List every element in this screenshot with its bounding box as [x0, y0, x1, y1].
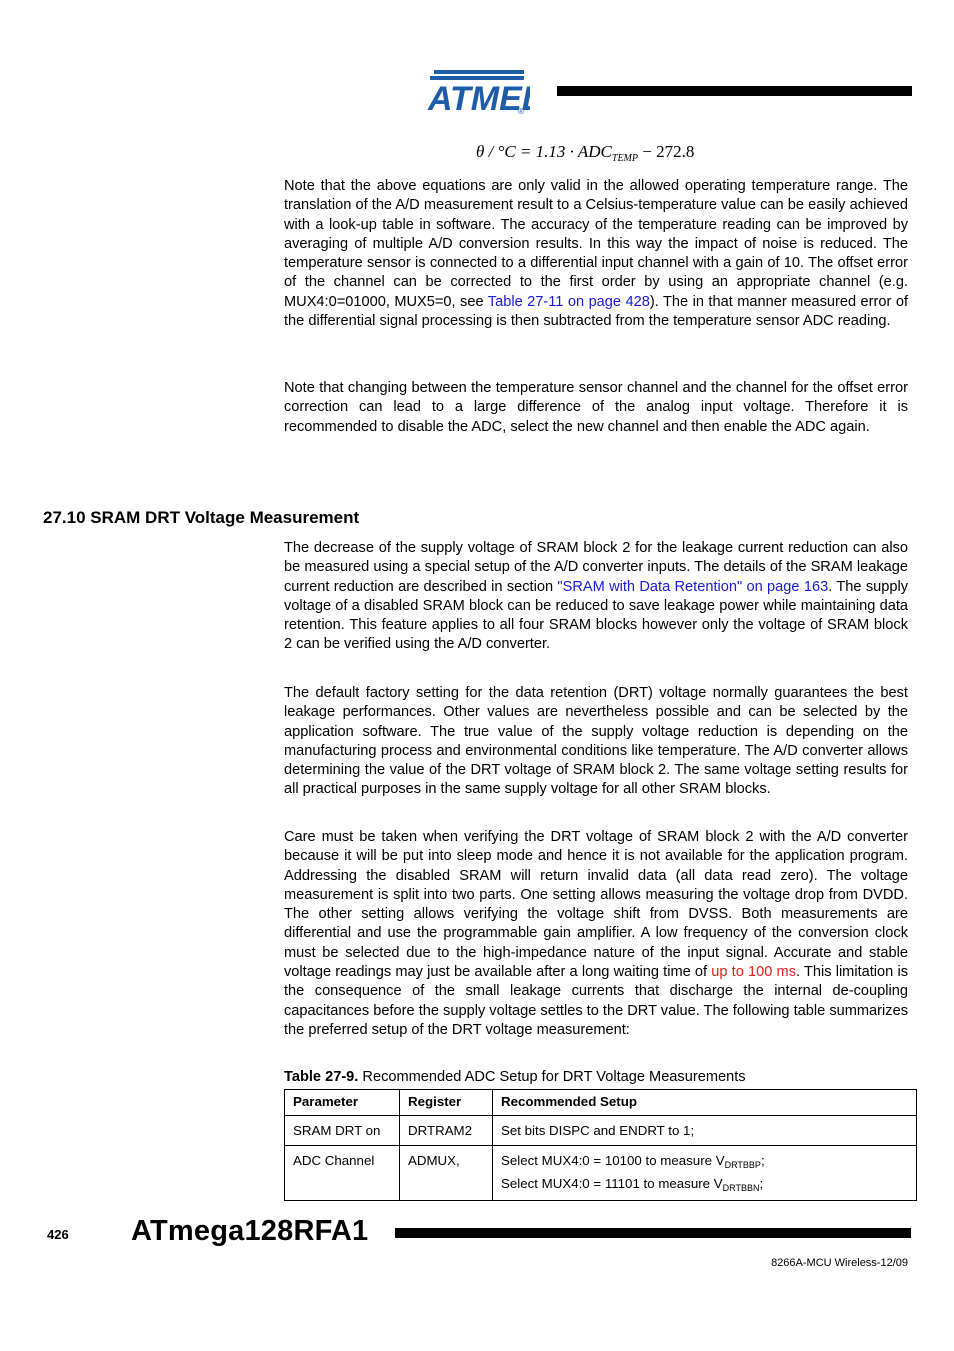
section-heading: 27.10 SRAM DRT Voltage Measurement — [43, 508, 360, 527]
intro-paragraph-1 — [284, 177, 908, 331]
temperature-equation — [476, 142, 694, 162]
wait-time-highlight: up to 100 ms — [711, 964, 796, 981]
page-number: 426 — [47, 1227, 69, 1242]
table-27-11-link[interactable]: Table 27-11 on page 428 — [487, 293, 650, 310]
table-caption — [284, 1069, 746, 1085]
section-p3-text: Care must be taken when verifying the DRT voltage of SRAM block 2 with the A/D converter because it will be put into sleep mode and hence it is not available for the application program. Addressing the disabled SRAM will return invalid data (all data read zero). The voltage measurement is split into two parts. One setting allows measuring the voltage drop from DVDD. The other setting allows verifying the voltage shift from DVSS. Both measurements are differential and use the programmable gain amplifier. A low frequency of the conversion clock must be selected due to the high-impedance nature of the input signal. Accurate and stable voltage readings may just be available after a long waiting time of — [284, 829, 908, 981]
section-paragraph-3 — [284, 828, 908, 1040]
header-rule — [557, 86, 912, 96]
header-parameter: Parameter — [285, 1090, 400, 1116]
equation-subscript: TEMP — [611, 153, 638, 164]
setup-line-1-end: ; — [760, 1153, 765, 1168]
table-row — [285, 1146, 917, 1201]
section-p1-text: The decrease of the supply voltage of SRAM block 2 for the leakage current reduction can also be measured using a special setup of the A/D converter inputs. The details of the SRAM leakage current reduction are described in section — [284, 540, 908, 595]
setup-line-2-subscript: DRTBBN — [722, 1183, 760, 1193]
footer-rule — [395, 1228, 911, 1238]
setup-line-2 — [501, 1173, 908, 1196]
section-p1-text-end: . The supply voltage of a disabled SRAM block can be reduced to save leakage power while maintaining data retention. This feature applies to all four SRAM blocks however only the voltage of SRAM block 2 can be verified using the A/D converter. — [284, 578, 909, 653]
logo-text: ATME — [428, 80, 522, 116]
intro-paragraph-2: Note that changing between the temperature sensor channel and the channel for the offset error correction can lead to a large difference of the analog input voltage. Therefore it is recommended to disable the ADC, select the new channel and then enable the ADC again. — [284, 380, 908, 435]
section-paragraph-1 — [284, 539, 908, 655]
table-header-row — [285, 1090, 917, 1116]
equation-rhs: − 272.8 — [638, 142, 695, 161]
table-caption-label: Table 27-9. — [284, 1069, 359, 1085]
document-code: 8266A-MCU Wireless-12/09 — [771, 1257, 908, 1269]
header-recommended-setup: Recommended Setup — [493, 1090, 917, 1116]
setup-line-2-text: Select MUX4:0 = 11101 to measure V — [501, 1176, 723, 1191]
cell-register: ADMUX, — [400, 1146, 493, 1201]
section-p3-text-end: . This limitation is the consequence of the small leakage currents that discharge the internal de-coupling capacitances before the supply voltage settles to the DRT value. The following table summarizes the preferred setup of the DRT voltage measurement: — [284, 964, 908, 1038]
cell-register: DRTRAM2 — [400, 1116, 493, 1146]
atmel-logo — [426, 68, 530, 116]
intro-p1-text-end: ). The in that manner measured error of the differential signal processing is then subtracted from the temperature sensor ADC reading. — [284, 293, 908, 330]
setup-line-1-text: Select MUX4:0 = 10100 to measure V — [501, 1153, 725, 1168]
document-title: ATmega128RFA1 — [131, 1215, 369, 1247]
table-caption-text: Recommended ADC Setup for DRT Voltage Measurements — [358, 1069, 746, 1085]
setup-line-2-end: ; — [759, 1176, 764, 1191]
table-row — [285, 1116, 917, 1146]
header-register: Register — [400, 1090, 493, 1116]
intro-p1-text: Note that the above equations are only valid in the allowed operating temperature range. The translation of the A/D measurement result to a Celsius-temperature value can be easily achieved with a look-up table in software. The accuracy of the temperature reading can be improved by averaging of multiple A/D conversion results. In this way the impact of noise is reduced. The temperature sensor is connected to a differential input channel with a gain of 10. The offset error of the channel can be corrected to the first order by using an appropriate channel (e.g. MUX4:0=01000, MUX5=0, see — [284, 178, 908, 310]
sram-retention-link[interactable]: "SRAM with Data Retention" on page 163 — [557, 578, 829, 595]
adc-setup-table — [284, 1089, 917, 1201]
cell-parameter: SRAM DRT on — [285, 1116, 400, 1146]
cell-parameter: ADC Channel — [285, 1146, 400, 1201]
equation-lhs: θ / °C = 1.13 · ADC — [476, 142, 612, 161]
logo-registered-mark: ® — [518, 107, 524, 116]
setup-line-1-subscript: DRTBBP — [724, 1160, 761, 1170]
setup-line-1 — [501, 1150, 908, 1173]
cell-setup — [493, 1146, 917, 1201]
section-paragraph-2: The default factory setting for the data retention (DRT) voltage normally guarantees the best leakage performances. Other values are nevertheless possible and can be selected by the application software. The true value of the supply voltage reduction is depending on the manufacturing process and environmental conditions like temperature. The A/D converter allows determining the value of the DRT voltage of SRAM block 2. The same voltage setting results for all practical purposes in the same supply voltage for all other SRAM blocks. — [284, 685, 908, 798]
cell-setup: Set bits DISPC and ENDRT to 1; — [493, 1116, 917, 1146]
